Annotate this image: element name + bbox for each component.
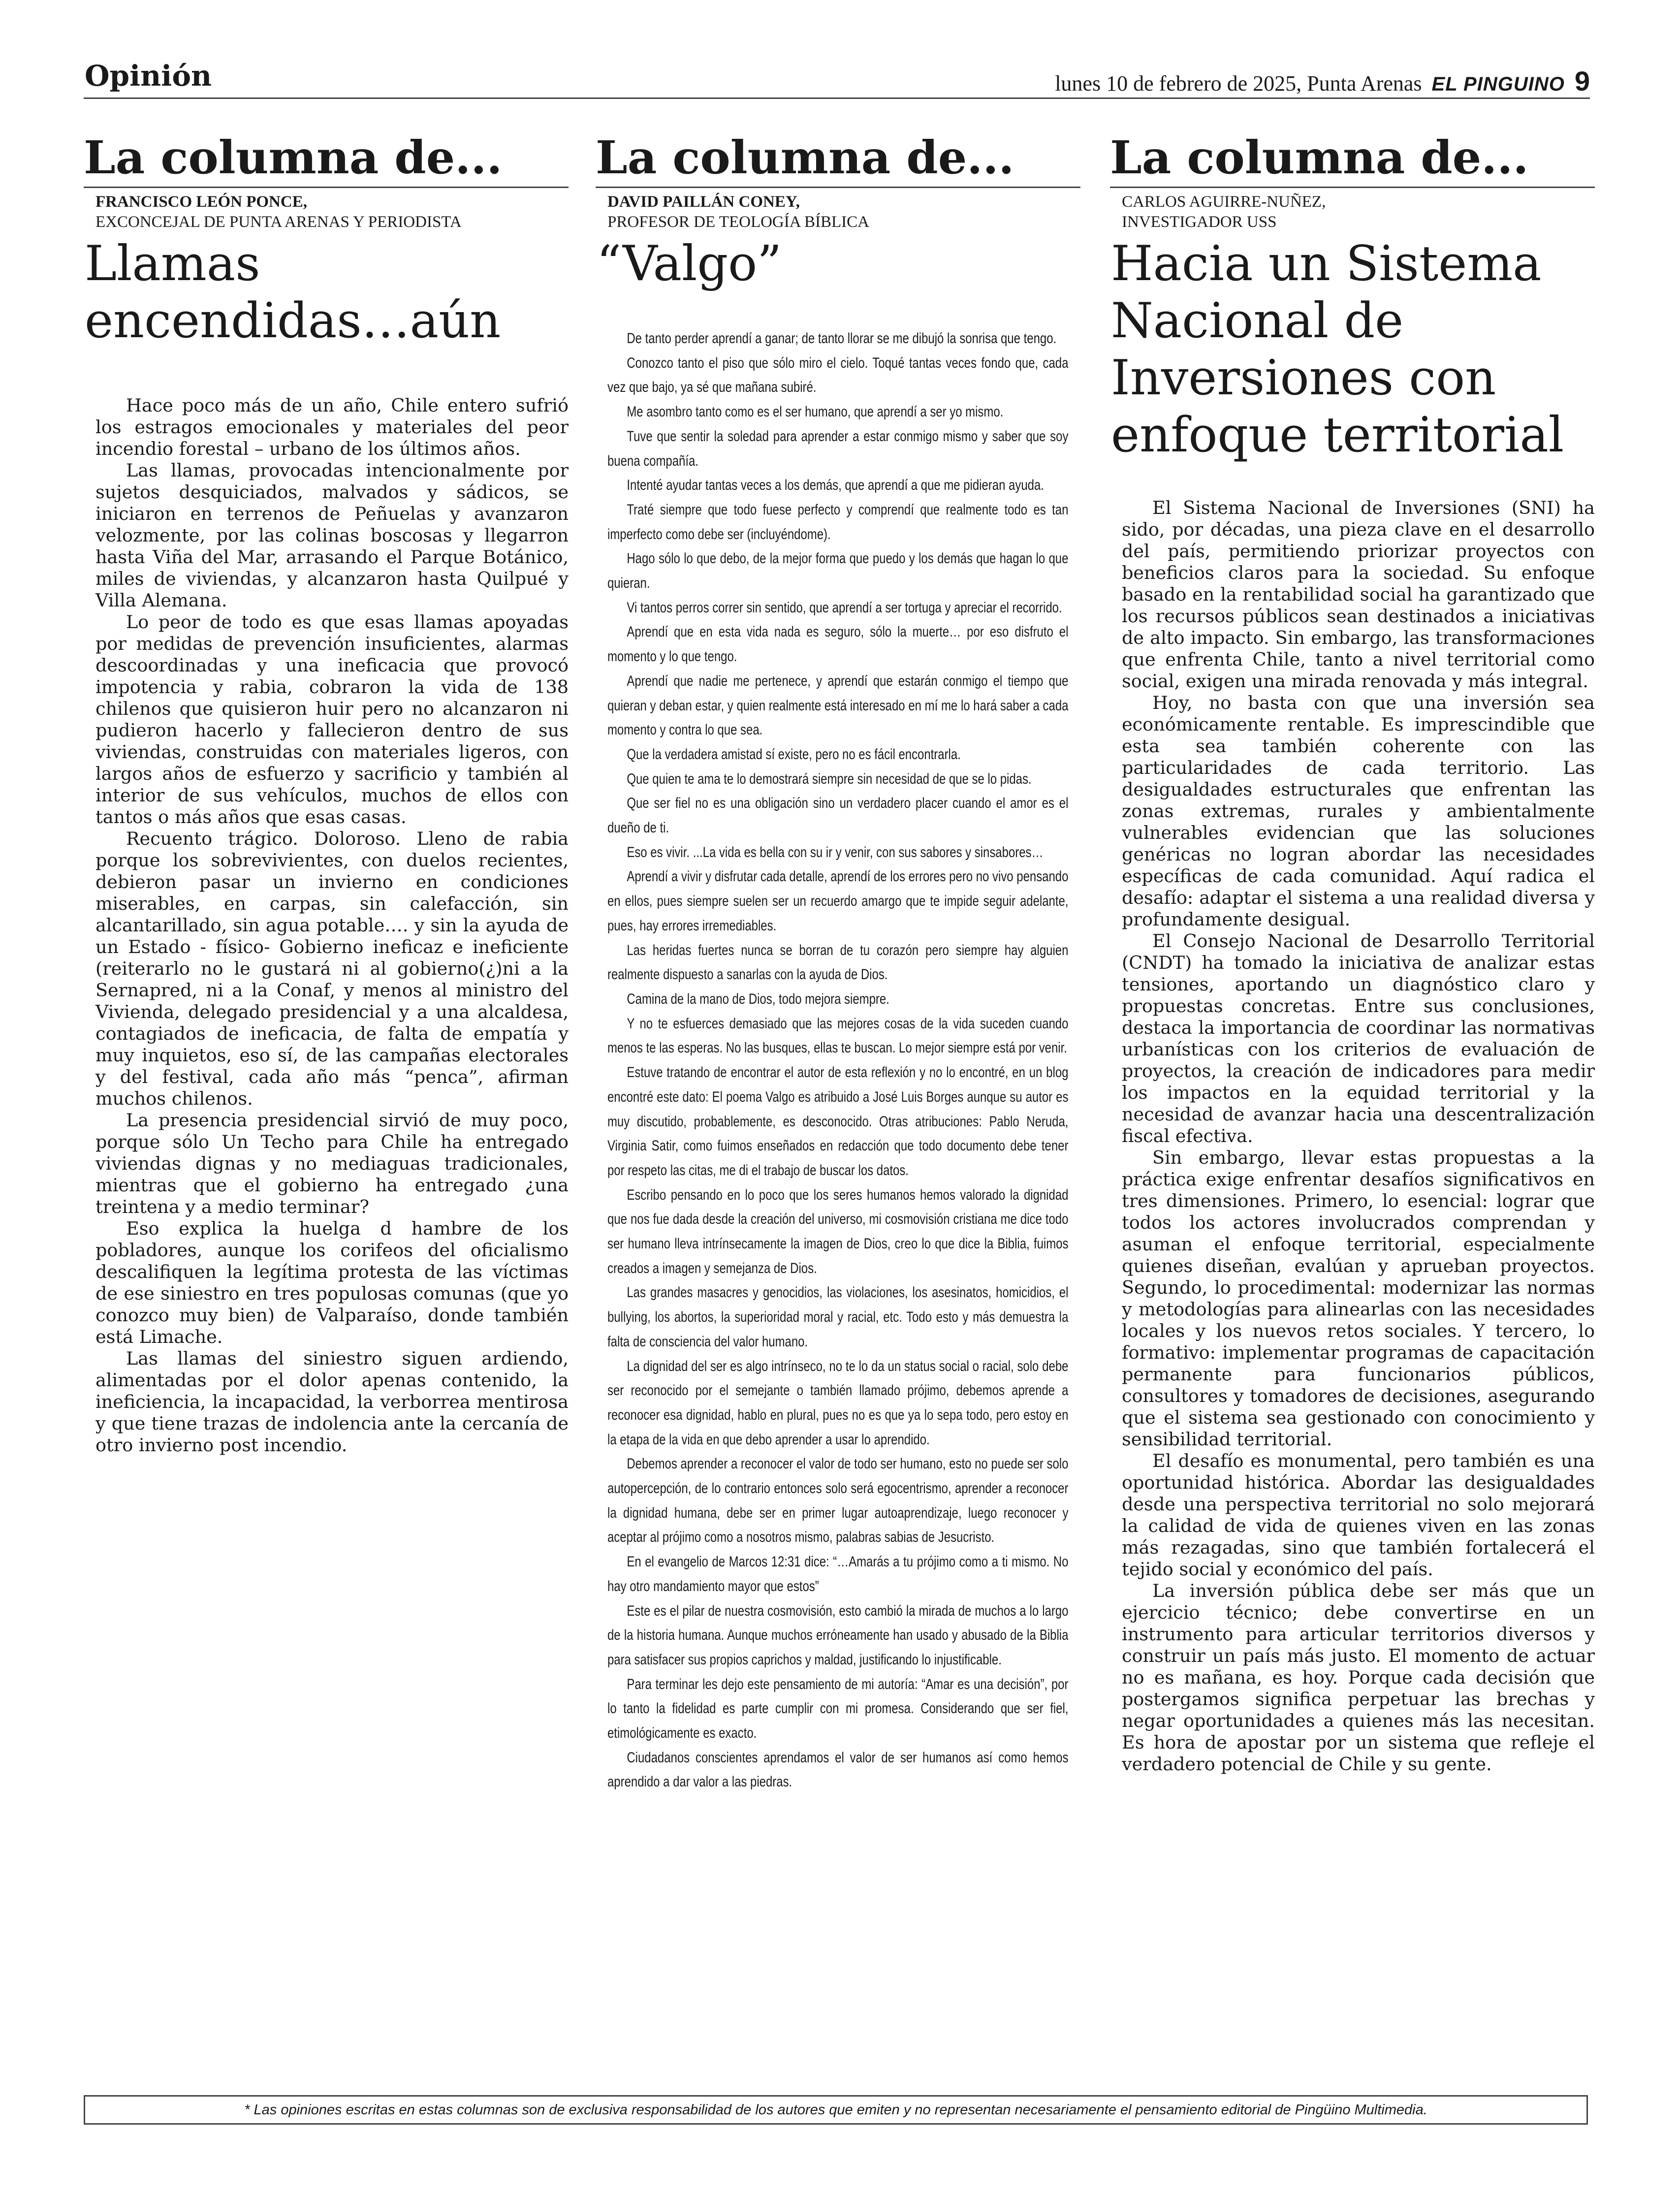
paragraph: Recuento trágico. Doloroso. Lleno de rabia porque los sobrevivientes, con duelos recientes, debieron pasar un invierno en condiciones miserables, en carpas, sin calefacción, sin alcantarillado, sin agua potable…. y sin la ayuda de un Estado - físico- Gobierno ineficaz e ineficiente (reiterarlo no le gustará ni al gobierno(¿)ni a la Sernapred, ni a la Conaf, y menos al ministro del Vivienda, delegado presidencial y a una alcaldesa, contagiados de ineficacia, de falta de empatía y muy inquietos, eso sí, de las campañas electorales y del festival, cada año más “penca”, afirman muchos chilenos. — [95, 828, 569, 1109]
paragraph: Las grandes masacres y genocidios, las violaciones, los asesinatos, homicidios, el bullying, los abortos, la superioridad moral y racial, etc. Todo esto y más demuestra la falta de consciencia del valor humano. — [607, 1285, 1069, 1350]
article-body — [607, 327, 1068, 1795]
byline — [95, 192, 569, 232]
paragraph: Que ser fiel no es una obligación sino un verdadero placer cuando el amor es el dueño de ti. — [607, 796, 1069, 836]
paragraph: Aprendí que nadie me pertenece, y aprendí que estarán conmigo el tiempo que quieran y deban estar, y quien realmente está interesado en mí me lo hará saber a cada momento y contra lo que sea. — [607, 673, 1069, 738]
author-role: INVESTIGADOR USS — [1122, 213, 1277, 231]
author-role: EXCONCEJAL DE PUNTA ARENAS Y PERIODISTA — [95, 213, 462, 231]
page-header — [84, 58, 1590, 99]
article-headline — [84, 235, 569, 350]
byline — [1122, 192, 1595, 232]
article-headline — [1110, 235, 1595, 464]
headline-line: enfoque territorial — [1111, 407, 1564, 463]
column-kicker: La columna de... — [84, 130, 569, 188]
headline-line: encendidas…aún — [85, 293, 501, 349]
paragraph: El Sistema Nacional de Inversiones (SNI) ha sido, por décadas, una pieza clave en el desarrollo del país, permitiendo priorizar proyectos con beneficios claros para la sociedad. Su enfoque basado en la rentabilidad social ha garantizado que los recursos públicos sean destinados a iniciativas de alto impacto. Sin embargo, las transformaciones que enfrenta Chile, tanto a nivel territorial como social, exigen una mirada renovada y más integral. — [1122, 497, 1595, 692]
paragraph: Aprendí a vivir y disfrutar cada detalle, aprendí de los errores pero no vivo pensando en ellos, pues siempre suelen ser un recuerdo amargo que te impide seguir adelante, pues, hay errores irremediables. — [607, 869, 1069, 934]
column-paillan-coney — [596, 130, 1080, 1795]
headline-line: Llamas — [85, 236, 260, 292]
paragraph: Que quien te ama te lo demostrará siempre sin necesidad de que se lo pidas. — [627, 771, 1032, 787]
paragraph: La presencia presidencial sirvió de muy poco, porque sólo Un Techo para Chile ha entregado viviendas dignas y no mediaguas tradicionales, mientras que el gobierno ha entregado ¿una treintena y a medio terminar? — [95, 1110, 569, 1217]
paragraph: Conozco tanto el piso que sólo miro el cielo. Toqué tantas veces fondo que, cada vez que bajo, ya sé que mañana subiré. — [607, 355, 1069, 396]
paragraph: Sin embargo, llevar estas propuestas a la práctica exige enfrentar desafíos significativos en tres dimensiones. Primero, lo esencial: lograr que todos los actores involucrados comprendan y asuman el enfoque territorial, especialmente quienes diseñan, evalúan y aprueban proyectos. Segundo, lo procedimental: modernizar las normas y metodologías para alinearlas con las necesidades locales y los nuevos retos sociales. Y tercero, lo formativo: implementar programas de capacitación permanente para funcionarios públicos, consultores y tomadores de decisiones, asegurando que el sistema sea gestionado con conocimiento y sensibilidad territorial. — [1122, 1147, 1595, 1450]
paragraph: Hace poco más de un año, Chile entero sufrió los estragos emocionales y materiales del peor incendio forestal – urbano de los últimos años. — [95, 395, 569, 459]
headline-line: Nacional de — [1111, 293, 1404, 349]
paragraph: De tanto perder aprendí a ganar; de tanto llorar se me dibujó la sonrisa que tengo. — [627, 331, 1057, 347]
paragraph: Vi tantos perros correr sin sentido, que aprendí a ser tortuga y apreciar el recorrido. — [627, 600, 1062, 616]
headline-line: Hacia un Sistema — [1111, 236, 1542, 292]
paragraph: La inversión pública debe ser más que un ejercicio técnico; debe convertirse en un instrumento para articular territorios diversos y construir un país más justo. El momento de actuar no es mañana, es hoy. Porque cada decisión que postergamos significa perpetuar las brechas y negar oportunidades a quienes más las necesitan. Es hora de apostar por un sistema que refleje el verdadero potencial de Chile y su gente. — [1122, 1580, 1595, 1775]
paragraph: Para terminar les dejo este pensamiento de mi autoría: “Amar es una decisión”, por lo tanto la fidelidad es parte cumplir con mi promesa. Considerando que ser fiel, etimológicamente es exacto. — [607, 1676, 1069, 1742]
disclaimer-box — [84, 2095, 1588, 2125]
article-headline — [596, 235, 1080, 292]
paragraph: Las llamas, provocadas intencionalmente por sujetos desquiciados, malvados y sádicos, se iniciaron en terrenos de Peñuelas y avanzaron velozmente, por las colinas boscosas y llegarron hasta Viña del Mar, arrasando el Parque Botánico, miles de viviendas, y alcanzaron hasta Quilpué y Villa Alemana. — [95, 460, 569, 611]
paragraph: Traté siempre que todo fuese perfecto y comprendí que realmente todo es tan imperfecto como debe ser (incluyéndome). — [607, 502, 1069, 542]
author-name: FRANCISCO LEÓN PONCE, — [95, 193, 307, 211]
paragraph: Eso explica la huelga d hambre de los pobladores, aunque los corifeos del oficialismo descalifiquen la legítima protesta de las víctimas de ese siniestro en tres populosas comunas (que yo conozco muy bien) de Valparaíso, donde también está Limache. — [95, 1218, 569, 1347]
article-body — [1122, 497, 1595, 1775]
paragraph: Tuve que sentir la soledad para aprender a estar conmigo mismo y saber que soy buena compañía. — [607, 428, 1069, 469]
column-kicker: La columna de... — [596, 130, 1080, 188]
byline — [607, 192, 1080, 232]
column-leon-ponce — [84, 130, 569, 1456]
paragraph: Escribo pensando en lo poco que los seres humanos hemos valorado la dignidad que nos fue dada desde la creación del universo, mi cosmovisión cristiana me dice todo ser humano lleva intrínsecamente la imagen de Dios, creo lo que dice la Biblia, fuimos creados a imagen y semejanza de Dios. — [607, 1187, 1069, 1276]
paragraph: Debemos aprender a reconocer el valor de todo ser humano, esto no puede ser solo autopercepción, de lo contrario entonces solo será egocentrismo, aprender a reconocer la dignidad humana, debe ser en primer lugar autoaprendizaje, luego reconocer y aceptar al prójimo como a nosotros mismo, palabras sabias de Jesucristo. — [607, 1456, 1069, 1546]
author-role: PROFESOR DE TEOLOGÍA BÍBLICA — [607, 213, 870, 231]
section-name: Opinión — [85, 59, 212, 93]
newspaper-logo: EL PINGUINO — [1431, 73, 1565, 95]
paragraph: Este es el pilar de nuestra cosmovisión, esto cambió la mirada de muchos a lo largo de la historia humana. Aunque muchos erróneamente han usado y abusado de la Biblia para satisfacer sus propios caprichos y maldad, justificando lo injustificable. — [607, 1603, 1069, 1668]
paragraph: La dignidad del ser es algo intrínseco, no te lo da un status social o racial, solo debe ser reconocido por el semejante o también llamado prójimo, debemos aprende a reconocer esa dignidad, hablo en plural, pues no es que ya lo sepa todo, pero estoy en la etapa de la vida en que debo aprender a usar lo aprendido. — [607, 1358, 1069, 1448]
paragraph: Estuve tratando de encontrar el autor de esta reflexión y no lo encontré, en un blog encontré este dato: El poema Valgo es atribuido a José Luis Borges aunque su autor es muy discutido, probablemente, es desconocido. Otras atribuciones: Pablo Neruda, Virginia Satir, como fuimos enseñados en redacción que todo documento debe tener por respeto las citas, me di el trabajo de buscar los datos. — [607, 1065, 1069, 1179]
disclaimer-text: * Las opiniones escritas en estas columnas son de exclusiva responsabilidad de los autores que emiten y no representan necesariamente el pensamiento editorial de Pingüino Multimedia. — [244, 2102, 1427, 2118]
paragraph: Hago sólo lo que debo, de la mejor forma que puedo y los demás que hagan lo que quieran. — [607, 551, 1069, 592]
paragraph: Intenté ayudar tantas veces a los demás, que aprendí a que me pidieran ayuda. — [627, 478, 1044, 494]
headline-line: Inversiones con — [1111, 350, 1496, 406]
header-right — [1055, 65, 1590, 97]
page-number: 9 — [1574, 65, 1590, 96]
paragraph: Las heridas fuertes nunca se borran de tu corazón pero siempre hay alguien realmente dispuesto a sanarlas con la ayuda de Dios. — [607, 942, 1069, 983]
paragraph: Hoy, no basta con que una inversión sea económicamente rentable. Es imprescindible que esta sea también coherente con las particularidades de cada territorio. Las desigualdades estructurales que enfrentan las zonas extremas, rurales y ambientalmente vulnerables evidencian que las soluciones genéricas no logran abordar las necesidades específicas de cada comunidad. Aquí radica el desafío: adaptar el sistema a una realidad diversa y profundamente desigual. — [1122, 692, 1595, 930]
column-aguirre-nunez — [1110, 130, 1595, 1775]
paragraph: Eso es vivir. ...La vida es bella con su ir y venir, con sus sabores y sinsabores… — [627, 844, 1044, 860]
paragraph: Lo peor de todo es que esas llamas apoyadas por medidas de prevención insuficientes, alarmas descoordinadas y una ineficacia que provocó impotencia y rabia, cobraron la vida de 138 chilenos que quisieron huir pero no alcanzaron ni pudieron hacerlo y fallecieron dentro de sus viviendas, construidas con materiales ligeros, con largos años de esfuerzo y sacrificio y también al interior de sus vehículos, muchos de ellos con tantos o más años que esas casas. — [95, 611, 569, 828]
paragraph: Aprendí que en esta vida nada es seguro, sólo la muerte… por eso disfruto el momento y lo que tengo. — [607, 624, 1069, 665]
paragraph: Me asombro tanto como es el ser humano, que aprendí a ser yo mismo. — [627, 404, 1004, 420]
paragraph: El desafío es monumental, pero también es una oportunidad histórica. Abordar las desigualdades desde una perspectiva territorial no solo mejorará la calidad de vida de quienes viven en las zonas más rezagadas, sino que también fortalecerá el tejido social y económico del país. — [1122, 1450, 1595, 1580]
paragraph: En el evangelio de Marcos 12:31 dice: “…Amarás a tu prójimo como a ti mismo. No hay otro mandamiento mayor que estos” — [607, 1554, 1069, 1594]
paragraph: Que la verdadera amistad sí existe, pero no es fácil encontrarla. — [627, 746, 961, 763]
paragraph: Las llamas del siniestro siguen ardiendo, alimentadas por el dolor apenas contenido, la ineficiencia, la incapacidad, la verborrea mentirosa y que tiene trazas de indolencia ante la cercanía de otro invierno post incendio. — [95, 1348, 569, 1456]
paragraph: El Consejo Nacional de Desarrollo Territorial (CNDT) ha tomado la iniciativa de analizar estas tensiones, aportando un diagnóstico claro y propuestas concretas. Entre sus conclusiones, destaca la importancia de coordinar las normativas urbanísticas con los criterios de evaluación de proyectos, la creación de indicadores para medir los impactos en la equidad territorial y la necesidad de avanzar hacia una descentralización fiscal efectiva. — [1122, 930, 1595, 1147]
headline-line: “Valgo” — [597, 236, 782, 292]
author-name: DAVID PAILLÁN CONEY, — [607, 193, 800, 211]
paragraph: Y no te esfuerces demasiado que las mejores cosas de la vida suceden cuando menos te las esperas. No las busques, ellas te buscan. Lo mejor siempre está por venir. — [607, 1016, 1069, 1056]
author-name: CARLOS AGUIRRE-NUÑEZ, — [1122, 193, 1326, 211]
paragraph: Ciudadanos conscientes aprendamos el valor de ser humanos así como hemos aprendido a dar valor a las piedras. — [607, 1750, 1069, 1790]
paragraph: Camina de la mano de Dios, todo mejora siempre. — [627, 991, 889, 1007]
article-body — [95, 395, 569, 1456]
dateline: lunes 10 de febrero de 2025, Punta Arenas — [1055, 71, 1422, 96]
column-kicker: La columna de... — [1110, 130, 1595, 188]
